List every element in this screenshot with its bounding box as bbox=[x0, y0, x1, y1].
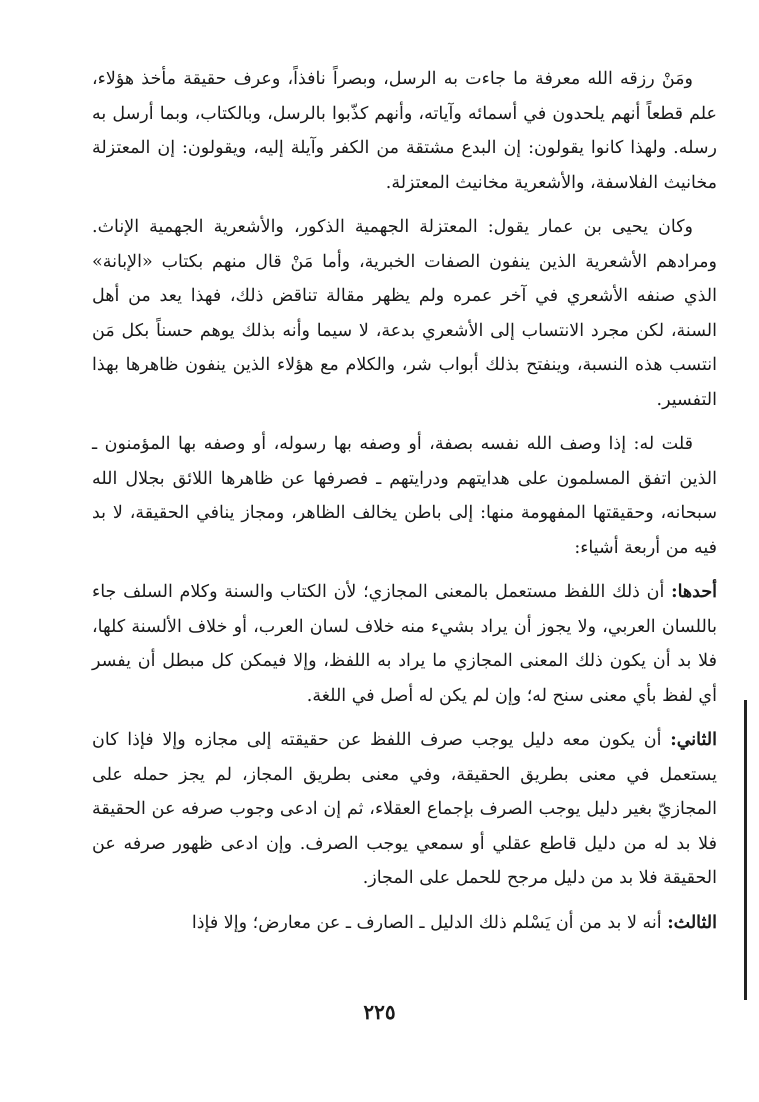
paragraph-6-lead: الثالث: bbox=[667, 912, 717, 933]
paragraph-2 bbox=[92, 210, 717, 417]
paragraph-5-lead: الثاني: bbox=[670, 730, 717, 750]
paragraph-5-text: أن يكون معه دليل يوجب صرف اللفظ عن حقيقته إلى مجازه وإلا فإذا كان يستعمل في معنى بطريق الحقيقة، وفي معنى بطريق المجاز، لم يجز حمله على المجازيّ بغير دليل يوجب الصرف بإجماع العقلاء، ثم إن ادعى وجوب صرفه عن الحقيقة فلا بد له من دليل قاطع عقلي أو سمعي يوجب الصرف. وإن ادعى ظهور صرفه عن الحقيقة فلا بد من دليل مرجح للحمل على المجاز. bbox=[92, 730, 717, 888]
paragraph-6 bbox=[92, 906, 717, 941]
paragraph-4 bbox=[92, 575, 717, 713]
paragraph-4-text: أن ذلك اللفظ مستعمل بالمعنى المجازي؛ لأن الكتاب والسنة وكلام السلف جاء باللسان العربي، ولا يجوز أن يراد بشيء منه خلاف لسان العرب، أو خلاف الألسنة كلها، فلا بد أن يكون ذلك المعنى المجازي ما يراد به اللفظ، وإلا فيمكن كل مبطل أن يفسر أي لفظ بأي معنى سنح له؛ وإن لم يكن له أصل في اللغة. bbox=[92, 582, 717, 706]
paragraph-1-text: ومَنْ رزقه الله معرفة ما جاءت به الرسل، وبصراً نافذاً، وعرف حقيقة مأخذ هؤلاء، علم قطعاً أنهم يلحدون في أسمائه وآياته، وأنهم كذّبوا بالرسل، وبالكتاب، وبما أرسل به رسله. ولهذا كانوا يقولون: إن البدع مشتقة من الكفر وآيلة إليه، ويقولون: إن المعتزلة مخانيث الفلاسفة، والأشعرية مخانيث المعتزلة. bbox=[92, 69, 717, 193]
paragraph-4-lead: أحدها: bbox=[671, 582, 717, 602]
page-number: ٢٢٥ bbox=[363, 1000, 396, 1024]
paragraph-3-text: قلت له: إذا وصف الله نفسه بصفة، أو وصفه بها رسوله، أو وصفه بها المؤمنون ـ الذين اتفق المسلمون على هدايتهم ودرايتهم ـ فصرفها عن ظاهرها اللائق بجلال الله سبحانه، وحقيقتها المفهومة منها: إلى باطن يخالف الظاهر، ومجاز ينافي الحقيقة، لا بد فيه من أربعة أشياء: bbox=[92, 434, 717, 558]
paragraph-5 bbox=[92, 723, 717, 896]
binding-edge-line bbox=[744, 700, 747, 1000]
paragraph-3 bbox=[92, 427, 717, 565]
paragraph-1 bbox=[92, 62, 717, 200]
paragraph-6-text: أنه لا بد من أن يَسْلم ذلك الدليل ـ الصارف ـ عن معارض؛ وإلا فإذا bbox=[191, 912, 668, 933]
page-body-text bbox=[92, 62, 717, 950]
paragraph-2-text: وكان يحيى بن عمار يقول: المعتزلة الجهمية الذكور، والأشعرية الجهمية الإناث. ومرادهم الأشعرية الذين ينفون الصفات الخبرية، وأما مَنْ قال منهم بكتاب «الإبانة» الذي صنفه الأشعري في آخر عمره ولم يظهر مقالة تناقض ذلك، فهذا يعد من أهل السنة، لكن مجرد الانتساب إلى الأشعري بدعة، لا سيما وأنه بذلك يوهم حسناً بكل مَن انتسب هذه النسبة، وينفتح بذلك أبواب شر، والكلام مع هؤلاء الذين ينفون ظاهرها بهذا التفسير. bbox=[92, 217, 717, 410]
